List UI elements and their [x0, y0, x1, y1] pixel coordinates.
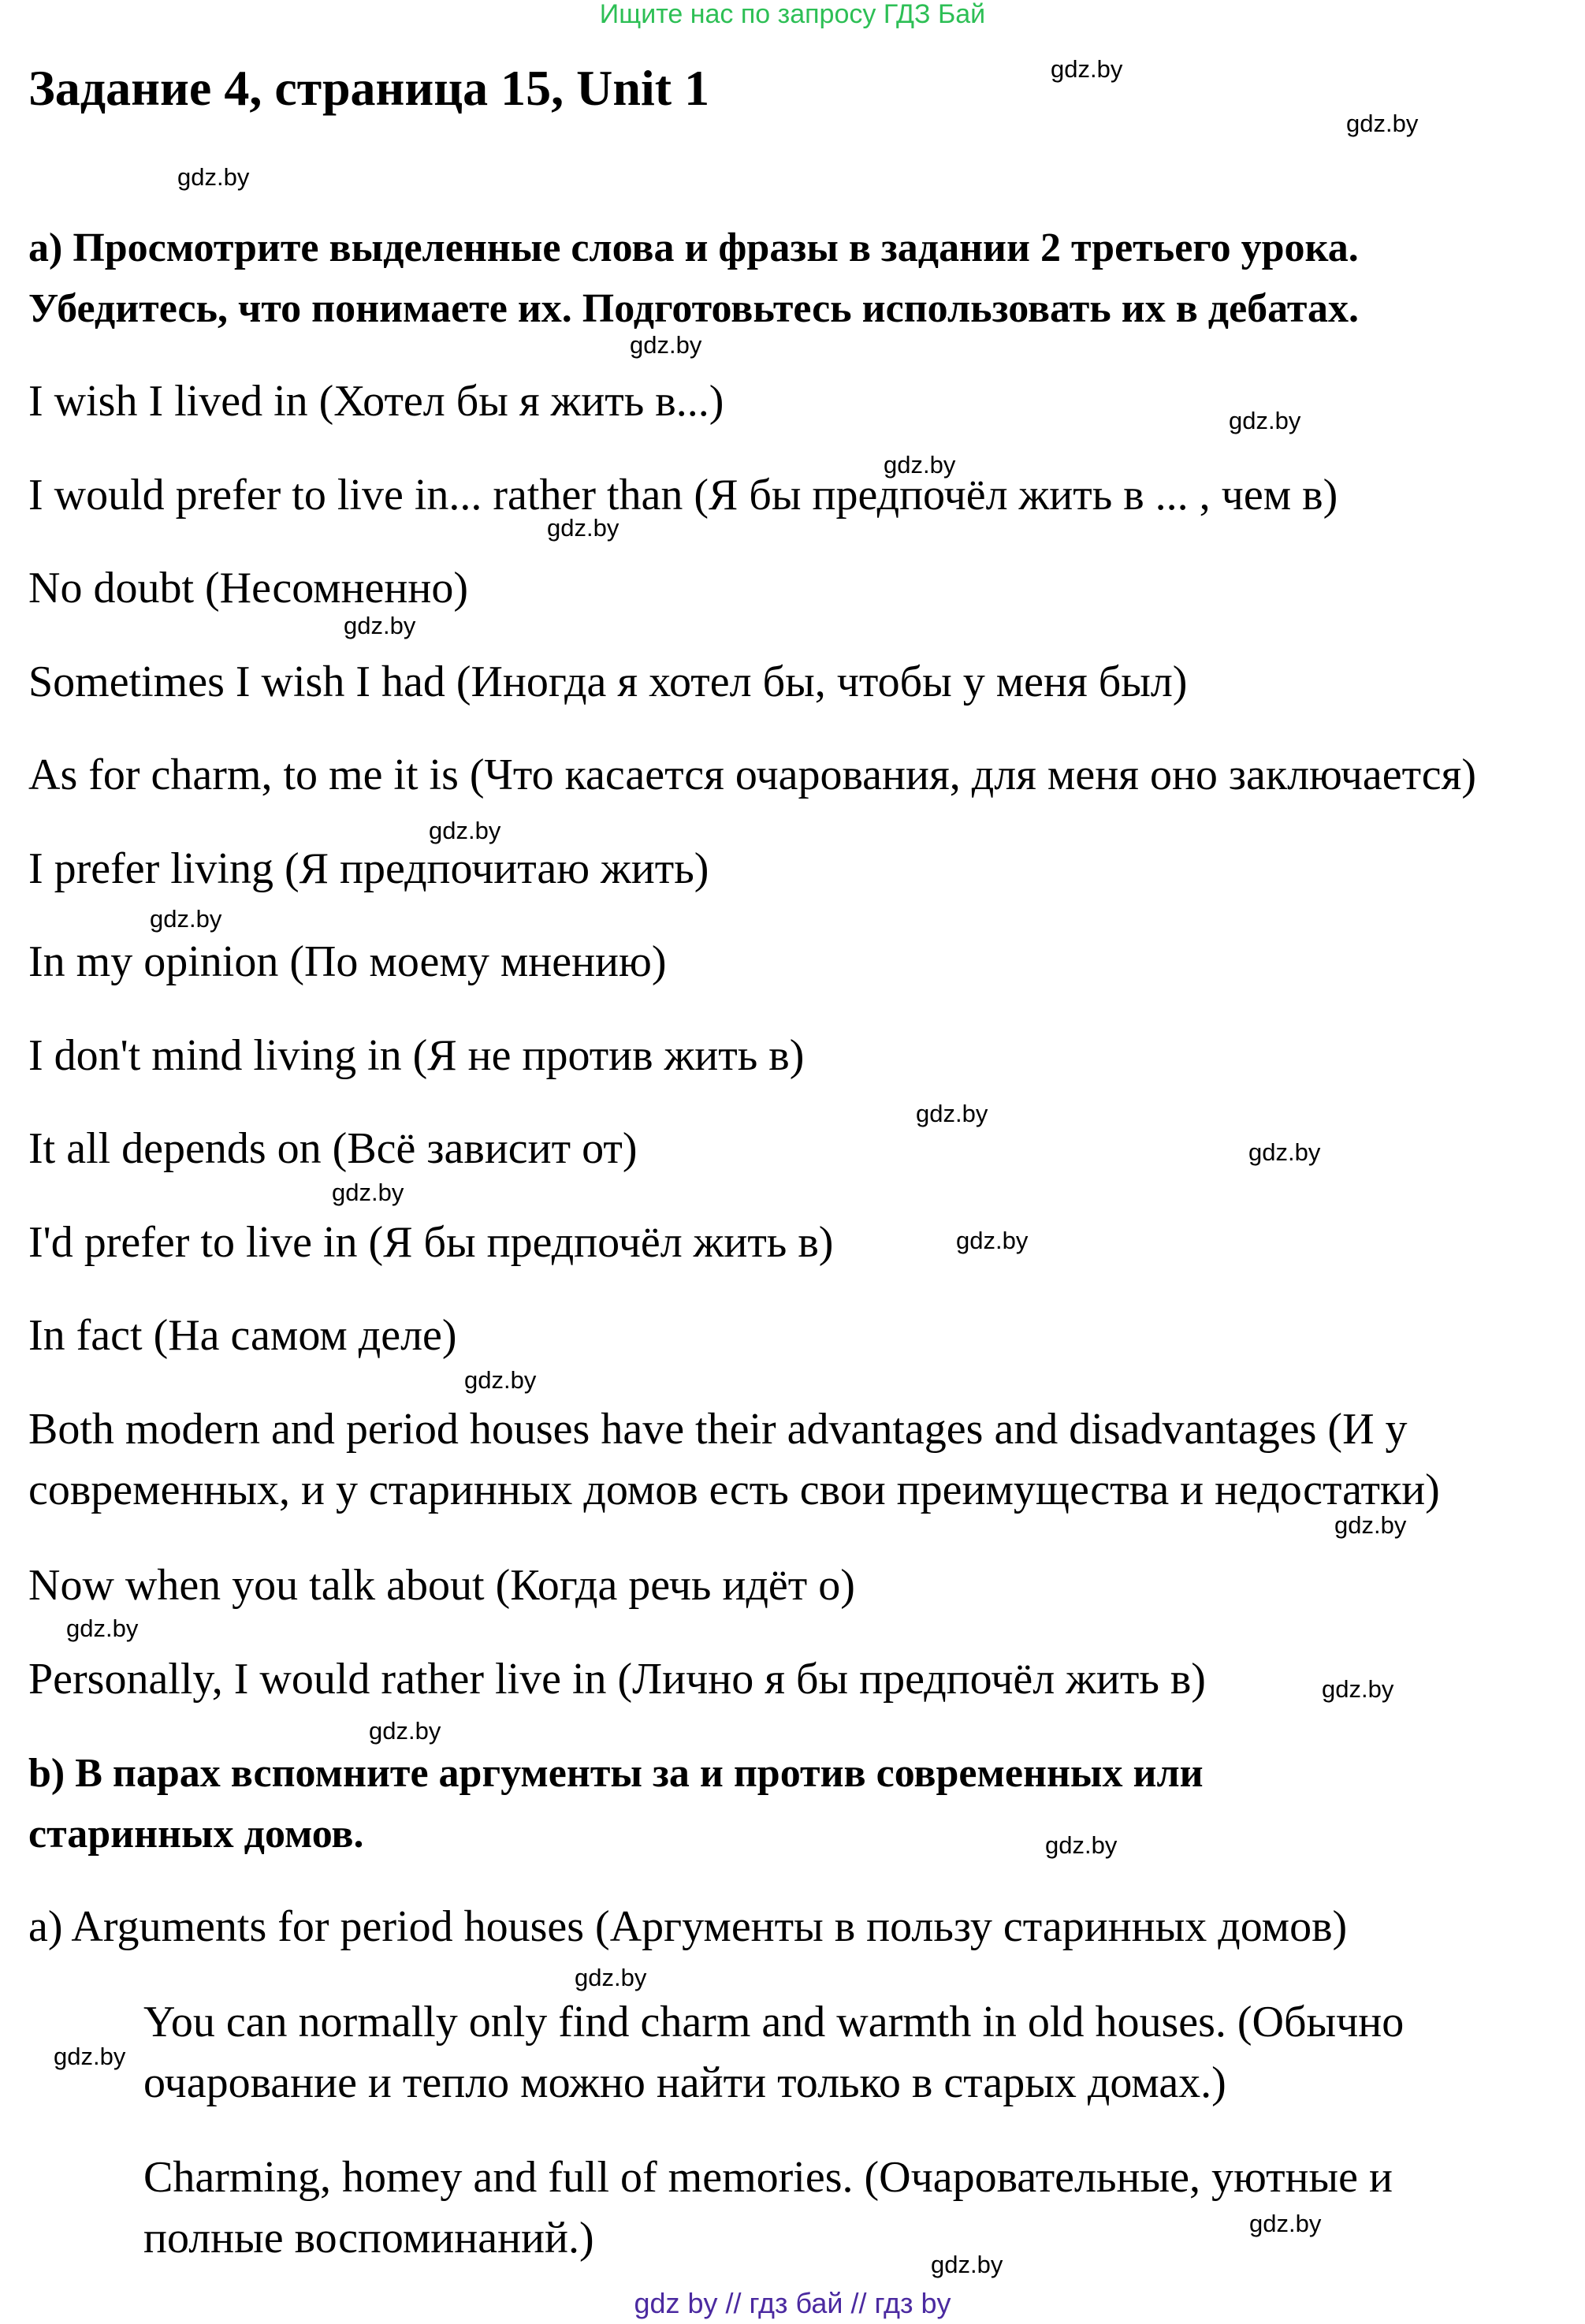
watermark-text: gdz.by — [630, 331, 702, 359]
watermark-text: gdz.by — [956, 1227, 1029, 1254]
arguments-heading: a) Arguments for period houses (Аргументы в пользу старинных домов) — [28, 1902, 1348, 1951]
watermark-text: gdz.by — [66, 1615, 139, 1642]
argument-line: You can normally only find charm and warmth in old houses. (Обычно — [143, 1998, 1405, 2047]
phrase-line: I wish I lived in (Хотел бы я жить в...) — [28, 377, 724, 426]
phrase-line: Sometimes I wish I had (Иногда я хотел бы, чтобы у меня был) — [28, 657, 1188, 706]
phrase-line: Now when you talk about (Когда речь идёт о) — [28, 1561, 855, 1610]
task-a-line-1: a) Просмотрите выделенные слова и фразы в задании 2 третьего урока. — [28, 225, 1359, 270]
watermark-text: gdz.by — [464, 1366, 537, 1394]
watermark-text: gdz.by — [575, 1964, 647, 1991]
argument-line: очарование и тепло можно найти только в старых домах.) — [143, 2058, 1226, 2107]
watermark-text: gdz.by — [931, 2251, 1003, 2278]
watermark-text: gdz.by — [916, 1100, 988, 1127]
watermark-text: gdz.by — [332, 1179, 404, 1206]
task-b-line-1: b) В парах вспомните аргументы за и против современных или — [28, 1751, 1204, 1796]
watermark-text: gdz.by — [1045, 1831, 1118, 1859]
phrase-line: современных, и у старинных домов есть свои преимущества и недостатки) — [28, 1466, 1440, 1514]
page-title: Задание 4, страница 15, Unit 1 — [28, 60, 710, 116]
watermark-text: gdz.by — [150, 905, 222, 933]
phrase-line: In fact (На самом деле) — [28, 1311, 457, 1360]
watermark-text: gdz.by — [369, 1717, 441, 1745]
watermark-text: gdz.by — [1229, 407, 1301, 434]
watermark-text: gdz.by — [1334, 1511, 1407, 1539]
phrase-line: Personally, I would rather live in (Лично я бы предпочёл жить в) — [28, 1655, 1206, 1704]
phrase-line: I prefer living (Я предпочитаю жить) — [28, 844, 709, 893]
watermark-text: gdz.by — [177, 163, 250, 191]
phrase-line: It all depends on (Всё зависит от) — [28, 1124, 638, 1173]
phrase-line: I would prefer to live in... rather than (Я бы предпочёл жить в ... , чем в) — [28, 471, 1338, 520]
watermark-text: gdz.by — [1322, 1675, 1394, 1703]
watermark-text: gdz.by — [1051, 55, 1123, 83]
watermark-text: gdz.by — [1248, 1138, 1321, 1166]
argument-line: полные воспоминаний.) — [143, 2214, 594, 2263]
footer-links[interactable]: gdz by // гдз бай // гдз by — [634, 2287, 951, 2319]
phrase-line: As for charm, to me it is (Что касается очарования, для меня оно заключается) — [28, 750, 1477, 799]
argument-line: Charming, homey and full of memories. (Очаровательные, уютные и — [143, 2153, 1393, 2202]
top-banner[interactable]: Ищите нас по запросу ГДЗ Бай — [599, 0, 986, 29]
task-a-line-2: Убедитесь, что понимаете их. Подготовьтесь использовать их в дебатах. — [28, 286, 1359, 331]
watermark-text: gdz.by — [884, 451, 956, 479]
watermark-text: gdz.by — [1346, 110, 1419, 137]
task-b-line-2: старинных домов. — [28, 1812, 364, 1857]
watermark-text: gdz.by — [1249, 2210, 1322, 2237]
watermark-text: gdz.by — [344, 612, 416, 639]
watermark-text: gdz.by — [54, 2043, 126, 2070]
phrase-line: In my opinion (По моему мнению) — [28, 937, 667, 986]
watermark-text: gdz.by — [547, 514, 619, 542]
phrase-line: I'd prefer to live in (Я бы предпочёл жить в) — [28, 1218, 834, 1267]
phrase-line: I don't mind living in (Я не против жить в) — [28, 1031, 805, 1080]
phrase-line: No doubt (Несомненно) — [28, 564, 468, 613]
watermark-text: gdz.by — [429, 817, 501, 844]
phrase-line: Both modern and period houses have their advantages and disadvantages (И у — [28, 1405, 1408, 1454]
